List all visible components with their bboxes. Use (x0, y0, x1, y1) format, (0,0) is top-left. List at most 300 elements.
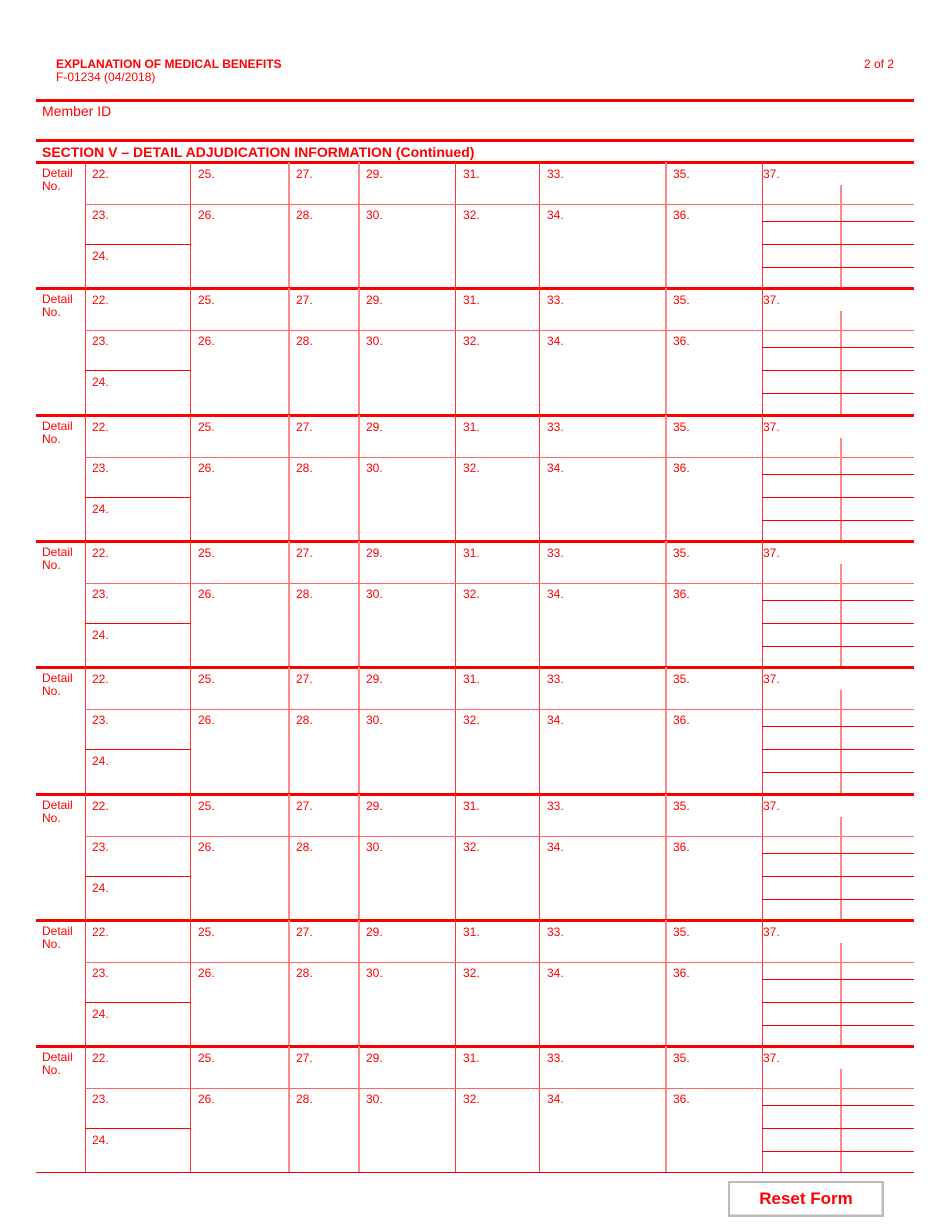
field-37-left[interactable] (763, 624, 839, 640)
field-37-left[interactable] (763, 710, 839, 726)
field-37-right[interactable] (841, 877, 914, 893)
field-label-29: 29. (366, 167, 383, 181)
field-label-24: 24. (92, 881, 109, 895)
field-37-right[interactable] (841, 394, 914, 410)
field-25[interactable] (191, 795, 287, 835)
field-37-left[interactable] (763, 980, 839, 996)
field-label-27: 27. (296, 167, 313, 181)
field-32[interactable] (456, 837, 538, 919)
field-23[interactable] (86, 1089, 190, 1127)
field-30[interactable] (359, 331, 454, 413)
field-label-24: 24. (92, 754, 109, 768)
field-34[interactable] (540, 584, 664, 666)
field-27[interactable] (289, 1047, 357, 1087)
field-32[interactable] (456, 1089, 538, 1171)
field-label-22: 22. (92, 672, 109, 686)
field-29[interactable] (359, 542, 454, 582)
field-label-36: 36. (673, 208, 690, 222)
field-label-25: 25. (198, 672, 215, 686)
field-31[interactable] (456, 921, 538, 961)
field-29[interactable] (359, 1047, 454, 1087)
detail-no-field[interactable] (36, 950, 84, 1040)
field-37-left[interactable] (763, 268, 839, 284)
field-label-27: 27. (296, 799, 313, 813)
field-32[interactable] (456, 963, 538, 1045)
field-37-right[interactable] (841, 584, 914, 600)
field-label-27: 27. (296, 925, 313, 939)
field-37-left[interactable] (763, 1152, 839, 1168)
field-label-25: 25. (198, 167, 215, 181)
detail-label: Detail (42, 798, 73, 812)
detail-label: No. (42, 684, 61, 698)
field-37-left[interactable] (763, 750, 839, 766)
field-37-left[interactable] (763, 521, 839, 537)
field-label-37: 37. (763, 1051, 780, 1065)
field-37-right[interactable] (841, 498, 914, 514)
field-37-right[interactable] (841, 980, 914, 996)
field-32[interactable] (456, 205, 538, 287)
field-37-left[interactable] (763, 331, 839, 347)
field-label-31: 31. (463, 546, 480, 560)
field-29[interactable] (359, 163, 454, 203)
field-24[interactable] (86, 245, 190, 287)
field-37-right[interactable] (841, 1089, 914, 1105)
field-label-33: 33. (547, 546, 564, 560)
field-37-right[interactable] (841, 837, 914, 853)
detail-label: Detail (42, 419, 73, 433)
field-37-left[interactable] (763, 584, 839, 600)
field-28[interactable] (289, 584, 357, 666)
field-35[interactable] (666, 668, 761, 708)
field-22[interactable] (86, 542, 190, 582)
detail-label: Detail (42, 545, 73, 559)
field-label-29: 29. (366, 1051, 383, 1065)
field-33[interactable] (540, 416, 664, 456)
field-34[interactable] (540, 331, 664, 413)
field-37-left[interactable] (763, 394, 839, 410)
field-label-25: 25. (198, 1051, 215, 1065)
field-22[interactable] (86, 795, 190, 835)
field-25[interactable] (191, 1047, 287, 1087)
field-24[interactable] (86, 371, 190, 413)
field-label-26: 26. (198, 334, 215, 348)
field-29[interactable] (359, 416, 454, 456)
field-37-left[interactable] (763, 647, 839, 663)
field-37-left[interactable] (763, 854, 839, 870)
field-22[interactable] (86, 668, 190, 708)
field-label-23: 23. (92, 713, 109, 727)
field-label-25: 25. (198, 546, 215, 560)
field-37-left[interactable] (763, 498, 839, 514)
field-22[interactable] (86, 163, 190, 203)
field-27[interactable] (289, 289, 357, 329)
field-31[interactable] (456, 1047, 538, 1087)
field-label-25: 25. (198, 799, 215, 813)
field-33[interactable] (540, 1047, 664, 1087)
field-30[interactable] (359, 584, 454, 666)
field-label-24: 24. (92, 628, 109, 642)
field-30[interactable] (359, 963, 454, 1045)
form-title: EXPLANATION OF MEDICAL BENEFITS (56, 57, 282, 71)
field-22[interactable] (86, 921, 190, 961)
divider (36, 139, 914, 142)
field-26[interactable] (191, 710, 287, 792)
field-27[interactable] (289, 542, 357, 582)
field-37-right[interactable] (841, 963, 914, 979)
field-label-30: 30. (366, 1092, 383, 1106)
field-26[interactable] (191, 837, 287, 919)
field-label-31: 31. (463, 799, 480, 813)
field-label-32: 32. (463, 461, 480, 475)
field-label-23: 23. (92, 1092, 109, 1106)
field-32[interactable] (456, 584, 538, 666)
field-37-right[interactable] (841, 624, 914, 640)
field-23[interactable] (86, 710, 190, 748)
field-33[interactable] (540, 795, 664, 835)
field-30[interactable] (359, 205, 454, 287)
field-25[interactable] (191, 289, 287, 329)
field-23[interactable] (86, 837, 190, 875)
field-37-left[interactable] (763, 371, 839, 387)
field-26[interactable] (191, 963, 287, 1045)
field-label-24: 24. (92, 249, 109, 263)
field-label-37: 37. (763, 925, 780, 939)
detail-label: Detail (42, 1050, 73, 1064)
field-label-30: 30. (366, 966, 383, 980)
field-label-23: 23. (92, 966, 109, 980)
field-28[interactable] (289, 1089, 357, 1171)
field-label-37: 37. (763, 420, 780, 434)
field-24[interactable] (86, 1129, 190, 1171)
field-29[interactable] (359, 795, 454, 835)
field-34[interactable] (540, 837, 664, 919)
field-37-right[interactable] (841, 1152, 914, 1168)
detail-label: No. (42, 432, 61, 446)
field-37-right[interactable] (841, 268, 914, 284)
field-label-31: 31. (463, 925, 480, 939)
field-label-27: 27. (296, 1051, 313, 1065)
field-33[interactable] (540, 289, 664, 329)
field-label-35: 35. (673, 420, 690, 434)
field-37-right[interactable] (841, 854, 914, 870)
field-37-right[interactable] (841, 475, 914, 491)
field-23[interactable] (86, 584, 190, 622)
field-label-32: 32. (463, 840, 480, 854)
detail-label: Detail (42, 166, 73, 180)
field-label-30: 30. (366, 840, 383, 854)
field-label-30: 30. (366, 713, 383, 727)
field-22[interactable] (86, 416, 190, 456)
field-35[interactable] (666, 416, 761, 456)
field-26[interactable] (191, 331, 287, 413)
field-37-right[interactable] (841, 1003, 914, 1019)
field-37-right[interactable] (841, 1129, 914, 1145)
field-label-22: 22. (92, 420, 109, 434)
field-25[interactable] (191, 416, 287, 456)
field-36[interactable] (666, 584, 761, 666)
field-label-25: 25. (198, 293, 215, 307)
field-37-right[interactable] (841, 601, 914, 617)
field-25[interactable] (191, 542, 287, 582)
field-23[interactable] (86, 205, 190, 243)
field-32[interactable] (456, 710, 538, 792)
field-37-left[interactable] (763, 1026, 839, 1042)
field-31[interactable] (456, 163, 538, 203)
field-label-30: 30. (366, 334, 383, 348)
field-label-30: 30. (366, 208, 383, 222)
field-28[interactable] (289, 458, 357, 540)
field-27[interactable] (289, 795, 357, 835)
field-37-right[interactable] (841, 647, 914, 663)
field-label-32: 32. (463, 334, 480, 348)
field-28[interactable] (289, 963, 357, 1045)
field-37-left[interactable] (763, 963, 839, 979)
field-27[interactable] (289, 668, 357, 708)
field-37-right[interactable] (841, 773, 914, 789)
field-34[interactable] (540, 710, 664, 792)
field-37-left[interactable] (763, 1089, 839, 1105)
field-37-left[interactable] (763, 348, 839, 364)
detail-label: No. (42, 179, 61, 193)
field-33[interactable] (540, 921, 664, 961)
field-25[interactable] (191, 921, 287, 961)
detail-label: Detail (42, 671, 73, 685)
field-label-36: 36. (673, 1092, 690, 1106)
field-32[interactable] (456, 458, 538, 540)
field-29[interactable] (359, 668, 454, 708)
field-37-right[interactable] (841, 331, 914, 347)
field-34[interactable] (540, 205, 664, 287)
field-31[interactable] (456, 542, 538, 582)
field-label-35: 35. (673, 546, 690, 560)
field-label-23: 23. (92, 334, 109, 348)
detail-no-field[interactable] (36, 697, 84, 787)
field-25[interactable] (191, 668, 287, 708)
field-37-left[interactable] (763, 900, 839, 916)
field-36[interactable] (666, 710, 761, 792)
field-37-left[interactable] (763, 222, 839, 238)
field-label-32: 32. (463, 1092, 480, 1106)
field-label-26: 26. (198, 587, 215, 601)
field-label-33: 33. (547, 167, 564, 181)
field-30[interactable] (359, 837, 454, 919)
field-31[interactable] (456, 416, 538, 456)
field-label-33: 33. (547, 672, 564, 686)
field-33[interactable] (540, 542, 664, 582)
field-22[interactable] (86, 1047, 190, 1087)
field-label-28: 28. (296, 840, 313, 854)
field-37-left[interactable] (763, 458, 839, 474)
field-label-22: 22. (92, 293, 109, 307)
field-37-right[interactable] (841, 710, 914, 726)
field-label-28: 28. (296, 1092, 313, 1106)
field-37-right[interactable] (841, 348, 914, 364)
field-37-right[interactable] (841, 750, 914, 766)
field-label-34: 34. (547, 840, 564, 854)
field-22[interactable] (86, 289, 190, 329)
block-divider (36, 1172, 914, 1173)
field-label-26: 26. (198, 966, 215, 980)
detail-no-field[interactable] (36, 192, 84, 282)
field-36[interactable] (666, 458, 761, 540)
field-27[interactable] (289, 163, 357, 203)
field-31[interactable] (456, 289, 538, 329)
detail-no-field[interactable] (36, 1076, 84, 1166)
detail-label: No. (42, 1063, 61, 1077)
field-36[interactable] (666, 205, 761, 287)
field-35[interactable] (666, 289, 761, 329)
field-35[interactable] (666, 542, 761, 582)
field-label-23: 23. (92, 587, 109, 601)
field-label-22: 22. (92, 546, 109, 560)
field-32[interactable] (456, 331, 538, 413)
field-label-27: 27. (296, 293, 313, 307)
field-label-24: 24. (92, 1007, 109, 1021)
form-number: F-01234 (04/2018) (56, 70, 156, 84)
field-label-33: 33. (547, 925, 564, 939)
field-label-35: 35. (673, 672, 690, 686)
field-37-left[interactable] (763, 877, 839, 893)
field-label-23: 23. (92, 461, 109, 475)
field-label-30: 30. (366, 461, 383, 475)
field-33[interactable] (540, 668, 664, 708)
field-37-left[interactable] (763, 601, 839, 617)
field-37-right[interactable] (841, 1026, 914, 1042)
field-26[interactable] (191, 1089, 287, 1171)
field-label-37: 37. (763, 546, 780, 560)
field-label-36: 36. (673, 713, 690, 727)
field-28[interactable] (289, 205, 357, 287)
field-37-right[interactable] (841, 727, 914, 743)
field-37-right[interactable] (841, 205, 914, 221)
field-28[interactable] (289, 710, 357, 792)
field-label-28: 28. (296, 966, 313, 980)
field-36[interactable] (666, 1089, 761, 1171)
field-37-left[interactable] (763, 1003, 839, 1019)
field-label-28: 28. (296, 587, 313, 601)
field-35[interactable] (666, 795, 761, 835)
field-35[interactable] (666, 163, 761, 203)
section-title: SECTION V – DETAIL ADJUDICATION INFORMATION (Continued) (42, 144, 475, 160)
detail-label: Detail (42, 292, 73, 306)
field-label-33: 33. (547, 1051, 564, 1065)
field-37-right[interactable] (841, 371, 914, 387)
field-30[interactable] (359, 1089, 454, 1171)
detail-no-field[interactable] (36, 571, 84, 661)
field-label-22: 22. (92, 167, 109, 181)
field-24[interactable] (86, 750, 190, 792)
page-number: 2 of 2 (863, 57, 894, 71)
field-29[interactable] (359, 921, 454, 961)
field-37-left[interactable] (763, 1106, 839, 1122)
field-36[interactable] (666, 963, 761, 1045)
field-30[interactable] (359, 710, 454, 792)
detail-label: No. (42, 558, 61, 572)
field-26[interactable] (191, 458, 287, 540)
field-30[interactable] (359, 458, 454, 540)
field-28[interactable] (289, 837, 357, 919)
field-37-left[interactable] (763, 245, 839, 261)
field-label-32: 32. (463, 587, 480, 601)
field-label-28: 28. (296, 713, 313, 727)
field-label-24: 24. (92, 1133, 109, 1147)
field-26[interactable] (191, 205, 287, 287)
field-label-35: 35. (673, 1051, 690, 1065)
field-34[interactable] (540, 458, 664, 540)
field-label-34: 34. (547, 713, 564, 727)
field-label-27: 27. (296, 546, 313, 560)
field-37-right[interactable] (841, 1106, 914, 1122)
field-label-33: 33. (547, 799, 564, 813)
field-label-31: 31. (463, 293, 480, 307)
field-label-31: 31. (463, 420, 480, 434)
field-label-34: 34. (547, 461, 564, 475)
field-33[interactable] (540, 163, 664, 203)
field-label-25: 25. (198, 925, 215, 939)
field-37-left[interactable] (763, 475, 839, 491)
field-35[interactable] (666, 1047, 761, 1087)
field-37-left[interactable] (763, 1129, 839, 1145)
detail-no-field[interactable] (36, 445, 84, 535)
field-37-right[interactable] (841, 521, 914, 537)
field-28[interactable] (289, 331, 357, 413)
detail-no-field[interactable] (36, 824, 84, 914)
field-24[interactable] (86, 1003, 190, 1045)
field-23[interactable] (86, 331, 190, 369)
field-36[interactable] (666, 837, 761, 919)
field-34[interactable] (540, 1089, 664, 1171)
detail-no-field[interactable] (36, 318, 84, 408)
field-label-34: 34. (547, 1092, 564, 1106)
field-23[interactable] (86, 963, 190, 1001)
field-29[interactable] (359, 289, 454, 329)
field-37-right[interactable] (841, 900, 914, 916)
field-37-right[interactable] (841, 458, 914, 474)
field-31[interactable] (456, 795, 538, 835)
field-24[interactable] (86, 498, 190, 540)
field-23[interactable] (86, 458, 190, 496)
field-label-29: 29. (366, 925, 383, 939)
field-label-37: 37. (763, 167, 780, 181)
field-26[interactable] (191, 584, 287, 666)
field-31[interactable] (456, 668, 538, 708)
field-label-26: 26. (198, 713, 215, 727)
field-27[interactable] (289, 921, 357, 961)
field-label-23: 23. (92, 208, 109, 222)
field-37-left[interactable] (763, 837, 839, 853)
field-label-37: 37. (763, 672, 780, 686)
field-label-22: 22. (92, 799, 109, 813)
field-25[interactable] (191, 163, 287, 203)
reset-form-button[interactable]: Reset Form (728, 1181, 884, 1217)
field-label-37: 37. (763, 799, 780, 813)
field-35[interactable] (666, 921, 761, 961)
field-37-right[interactable] (841, 245, 914, 261)
field-34[interactable] (540, 963, 664, 1045)
field-label-26: 26. (198, 1092, 215, 1106)
field-37-left[interactable] (763, 205, 839, 221)
field-37-left[interactable] (763, 773, 839, 789)
field-37-right[interactable] (841, 222, 914, 238)
field-24[interactable] (86, 624, 190, 666)
field-24[interactable] (86, 877, 190, 919)
field-36[interactable] (666, 331, 761, 413)
field-37-left[interactable] (763, 727, 839, 743)
field-label-36: 36. (673, 461, 690, 475)
member-id-field[interactable] (120, 100, 910, 138)
field-label-34: 34. (547, 334, 564, 348)
field-27[interactable] (289, 416, 357, 456)
